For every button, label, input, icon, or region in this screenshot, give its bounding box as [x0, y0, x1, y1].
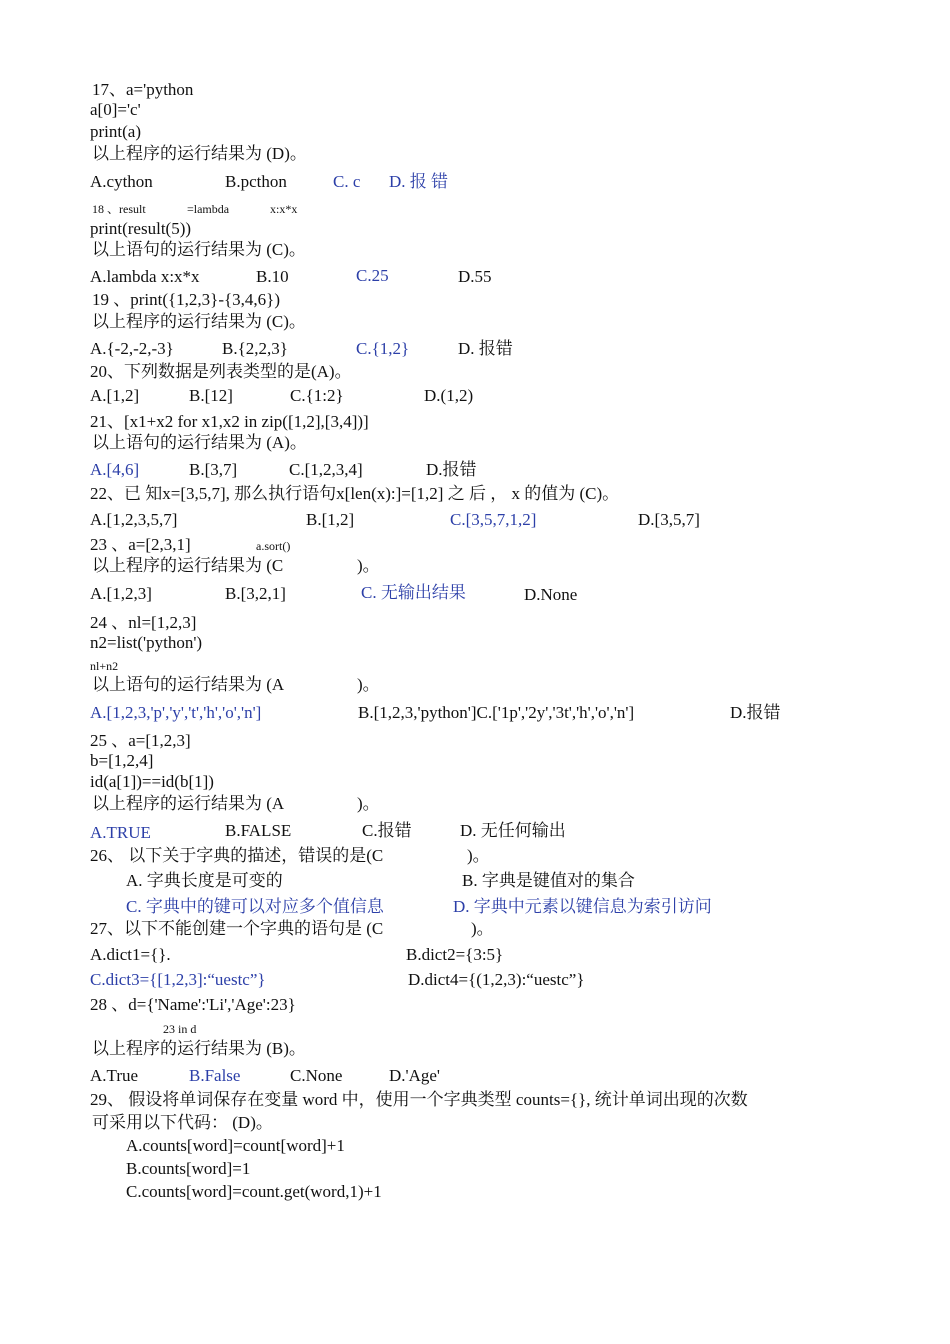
q22-stem: 22、已 知x=[3,5,7], 那么执行语句x[len(x):]=[1,2] 之 后 ， x 的值为 (C)。 [90, 484, 620, 503]
q18-option-b: B.10 [256, 267, 289, 286]
q24-code-line-2: n2=list('python') [90, 633, 203, 652]
q25-option-d: D. 无任何输出 [460, 821, 566, 840]
q23-stem-end: )。 [357, 556, 380, 575]
q23-stem: 以上程序的运行结果为 (C [92, 556, 284, 575]
q17-stem: 以上程序的运行结果为 (D)。 [92, 144, 307, 163]
q25-stem-end: )。 [357, 794, 380, 813]
q28-option-b: B.False [189, 1066, 241, 1085]
q23-option-d: D.None [524, 585, 578, 604]
q17-code-line-3: print(a) [90, 122, 141, 141]
q22-option-c: C.[3,5,7,1,2] [450, 510, 537, 529]
q20-option-a: A.[1,2] [90, 386, 140, 405]
q18-stem: 以上语句的运行结果为 (C)。 [92, 240, 306, 259]
q24-code-line-3: nl+n2 [90, 659, 119, 673]
q18-code-lambda: =lambda [187, 202, 230, 216]
q26-stem: 26、 以下关于字典的描述，错误的是(C [90, 846, 384, 865]
q28-stem: 以上程序的运行结果为 (B)。 [92, 1039, 306, 1058]
q22-option-a: A.[1,2,3,5,7] [90, 510, 178, 529]
q18-option-d: D.55 [458, 267, 492, 286]
q25-code-line-1: 25 、a=[1,2,3] [90, 731, 191, 750]
q28-code-line-1: 28 、d={'Name':'Li','Age':23} [90, 995, 296, 1014]
q26-option-c: C. 字典中的键可以对应多个值信息 [126, 897, 384, 916]
q17-code-line-2: a[0]='c' [90, 100, 141, 119]
q18-option-a: A.lambda x:x*x [90, 267, 200, 286]
q22-option-b: B.[1,2] [306, 510, 355, 529]
q24-option-b-c: B.[1,2,3,'python']C.['1p','2y','3t','h','o','n'] [358, 703, 635, 722]
q24-option-d: D.报错 [730, 703, 781, 722]
q17-option-a: A.cython [90, 172, 153, 191]
q29-option-b: B.counts[word]=1 [126, 1159, 251, 1178]
q23-code-sort: a.sort() [256, 539, 291, 553]
q26-option-a: A. 字典长度是可变的 [126, 871, 283, 890]
q23-option-b: B.[3,2,1] [225, 584, 286, 603]
q18-code-number: 18 、result [92, 202, 146, 216]
q17-option-c: C. c [333, 172, 361, 191]
q21-option-d: D.报错 [426, 460, 477, 479]
q27-option-a: A.dict1={}. [90, 945, 171, 964]
q19-option-b: B.{2,2,3} [222, 339, 288, 358]
q21-option-c: C.[1,2,3,4] [289, 460, 363, 479]
q23-code-line-1: 23 、a=[2,3,1] [90, 535, 191, 554]
q22-option-d: D.[3,5,7] [638, 510, 700, 529]
q29-option-c: C.counts[word]=count.get(word,1)+1 [126, 1182, 382, 1201]
q28-option-d: D.'Age' [389, 1066, 440, 1085]
q20-option-c: C.{1:2} [290, 386, 344, 405]
q27-stem: 27、以下不能创建一个字典的语句是 (C [90, 919, 384, 938]
q27-stem-end: )。 [471, 919, 494, 938]
q24-stem-end: )。 [357, 675, 380, 694]
q25-code-line-3: id(a[1])==id(b[1]) [90, 772, 214, 791]
q26-option-d: D. 字典中元素以键信息为索引访问 [453, 897, 712, 916]
q26-option-b: B. 字典是键值对的集合 [462, 871, 635, 890]
q17-option-b: B.pcthon [225, 172, 287, 191]
q23-option-a: A.[1,2,3] [90, 584, 152, 603]
q25-option-c: C.报错 [362, 821, 412, 840]
q21-option-b: B.[3,7] [189, 460, 238, 479]
q25-stem: 以上程序的运行结果为 (A [92, 794, 285, 813]
q27-option-d: D.dict4={(1,2,3):“uestc”} [408, 970, 585, 989]
q27-option-b: B.dict2={3:5} [406, 945, 504, 964]
q24-code-line-1: 24 、nl=[1,2,3] [90, 613, 197, 632]
q23-option-c: C. 无输出结果 [361, 583, 466, 602]
q19-option-a: A.{-2,-2,-3} [90, 339, 174, 358]
q17-option-d: D. 报 错 [389, 172, 449, 191]
q19-code-line-1: 19 、print({1,2,3}-{3,4,6}) [92, 290, 280, 309]
q21-option-a: A.[4,6] [90, 460, 140, 479]
q29-stem-line-2: 可采用以下代码： (D)。 [92, 1113, 273, 1132]
q21-code-line-1: 21、[x1+x2 for x1,x2 in zip([1,2],[3,4])] [90, 412, 369, 431]
q20-stem: 20、下列数据是列表类型的是(A)。 [90, 362, 352, 381]
q27-option-c: C.dict3={[1,2,3]:“uestc”} [90, 970, 266, 989]
q26-stem-end: )。 [467, 846, 490, 865]
q28-option-c: C.None [290, 1066, 343, 1085]
q24-option-a: A.[1,2,3,'p','y','t','h','o','n'] [90, 703, 262, 722]
q20-option-b: B.[12] [189, 386, 233, 405]
q28-option-a: A.True [90, 1066, 139, 1085]
q25-option-b: B.FALSE [225, 821, 292, 840]
q21-stem: 以上语句的运行结果为 (A)。 [92, 433, 307, 452]
q25-option-a: A.TRUE [90, 823, 151, 842]
q19-option-d: D. 报错 [458, 339, 513, 358]
q18-code-line-2: print(result(5)) [90, 219, 192, 238]
q20-option-d: D.(1,2) [424, 386, 474, 405]
q19-option-c: C.{1,2} [356, 339, 410, 358]
q29-option-a: A.counts[word]=count[word]+1 [126, 1136, 345, 1155]
q24-stem: 以上语句的运行结果为 (A [92, 675, 285, 694]
q25-code-line-2: b=[1,2,4] [90, 751, 154, 770]
q28-code-expr: 23 in d [163, 1022, 197, 1036]
q19-stem: 以上程序的运行结果为 (C)。 [92, 312, 306, 331]
q29-stem-line-1: 29、 假设将单词保存在变量 word 中，使用一个字典类型 counts={}, 统计单词出现的次数 [90, 1090, 748, 1109]
q18-code-expr: x:x*x [270, 202, 298, 216]
q17-code-line-1: 17、a='python [92, 80, 194, 99]
q18-option-c: C.25 [356, 266, 389, 285]
